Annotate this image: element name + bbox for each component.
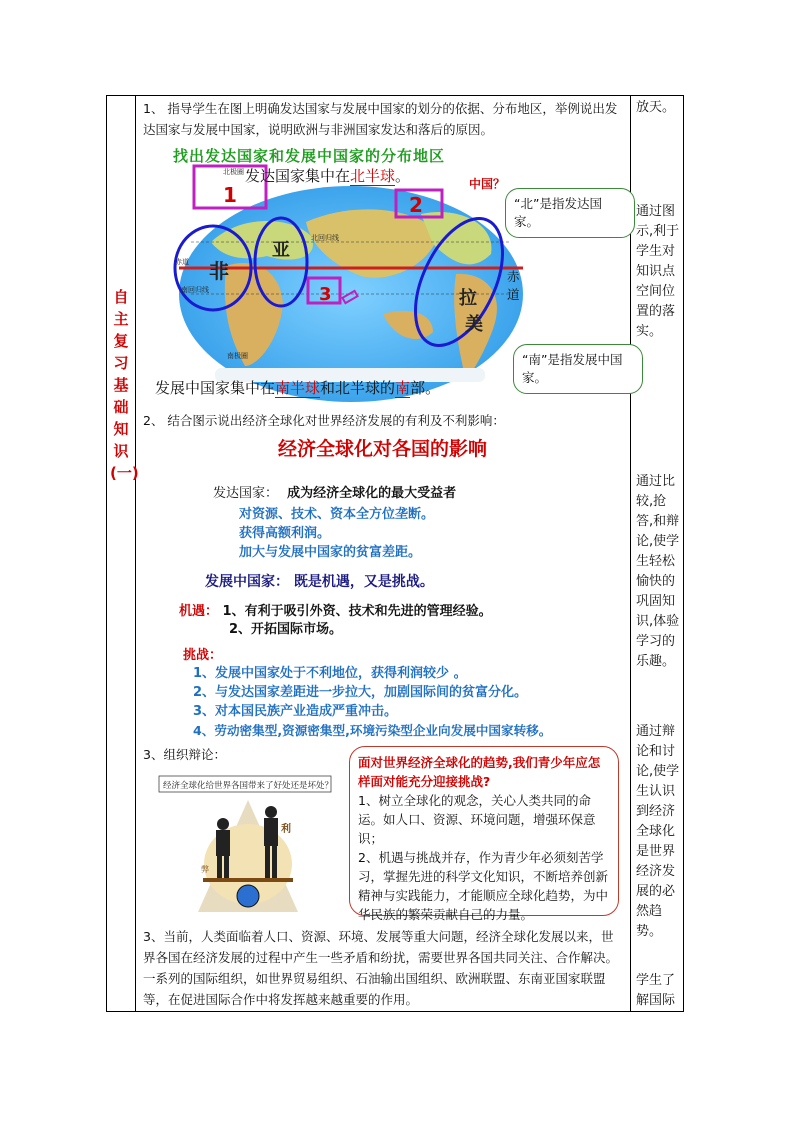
map-title: 找出发达国家和发展中国家的分布地区 bbox=[173, 147, 446, 165]
developed-line: 对资源、技术、资本全方位垄断。 bbox=[239, 507, 435, 522]
debate-box-line: 2、机遇与挑战并存，作为青少年必须刻苦学习，掌握先进的科学文化知识，不断培养创新精神与实践能力，才能顺应全球化趋势，为中华民族的繁荣贡献自己的力量。 bbox=[358, 850, 609, 922]
developed-line: 获得高额利润。 bbox=[239, 526, 331, 541]
item-3-text: 3、组织辩论： bbox=[143, 747, 226, 762]
debate-box-title: 面对世界经济全球化的趋势,我们青少年应怎样面对能充分迎接挑战? bbox=[358, 755, 601, 789]
map-label-antarctic: 南极圈 bbox=[227, 352, 248, 360]
note-2: 通过图示,利于学生对知识点空间位置的落实。 bbox=[636, 204, 680, 339]
map-label-n1: 1 bbox=[223, 183, 237, 207]
map-label-ya: 亚 bbox=[272, 240, 290, 261]
item-2-text: 2、 结合图示说出经济全球化对世界经济发展的有利及不利影响： bbox=[143, 413, 505, 428]
developed-heading: 发达国家： 成为经济全球化的最大受益者 bbox=[213, 486, 457, 501]
notes-cell bbox=[630, 96, 685, 1011]
map-label-n3: 3 bbox=[319, 284, 332, 305]
callout-north: “北”是指发达国家。 bbox=[505, 188, 635, 238]
note-4: 通过辩论和讨论,使学生认识到经济全球化是世界经济发展的必然趋势。 bbox=[636, 724, 680, 939]
challenge-label: 挑战： bbox=[183, 648, 223, 663]
map-label-arctic: 北极圈 bbox=[223, 168, 244, 176]
map-china-question: 中国？ bbox=[469, 177, 506, 191]
debate-illustration bbox=[153, 772, 343, 922]
challenge-line: 2、与发达国家差距进一步拉大，加剧国际间的贫富分化。 bbox=[193, 685, 528, 700]
note-3: 通过比较,抢答,和辩论,使学生轻松愉快的巩固知识,体验学习的乐趣。 bbox=[636, 474, 680, 669]
note-1: 放天。 bbox=[636, 100, 676, 115]
item-4-text: 3、当前，人类面临着人口、资源、环境、发展等重大问题，经济全球化发展以来，世界各国在经济发展的过程中产生一些矛盾和纷扰，需要世界各国共同关注、合作解决。一系列的国际组织，如世界贸易组织、石油输出国组织、欧洲联盟、东南亚国家联盟等，在促进国际合作中将发挥越来越重要的作用。 bbox=[143, 929, 619, 1007]
section-label-cell bbox=[107, 96, 139, 1011]
lesson-table bbox=[106, 95, 684, 1012]
debate-bi-label: 弊 bbox=[201, 865, 209, 874]
item-1-text: 1、 指导学生在图上明确发达国家与发展中国家的划分的依据、分布地区，举例说出发达国家与发展中国家，说明欧洲与非洲国家发达和落后的原因。 bbox=[143, 101, 618, 137]
map-equator-right-label: 赤 道 bbox=[507, 269, 520, 302]
debate-caption: 经济全球化给世界各国带来了好处还是坏处？ bbox=[163, 781, 334, 791]
debate-li-label: 利 bbox=[281, 824, 291, 835]
opportunity-line: 2、开拓国际市场。 bbox=[229, 622, 343, 637]
impact-title: 经济全球化对各国的影响 bbox=[277, 438, 487, 460]
debate-box-line: 1、树立全球化的观念，关心人类共同的命运。如人口、资源、环境问题，增强环保意识； bbox=[358, 793, 596, 846]
map-label-equator-left: 赤道 bbox=[175, 258, 189, 266]
callout-south: “南”是指发展中国家。 bbox=[513, 344, 643, 394]
map-label-tropic-capricorn: 南回归线 bbox=[181, 286, 209, 294]
map-label-fei: 非 bbox=[209, 259, 229, 283]
note-5: 学生了解国际 bbox=[636, 973, 676, 1008]
challenge-line: 1、发展中国家处于不利地位，获得利润较少 。 bbox=[193, 666, 467, 681]
impact-panel bbox=[163, 478, 633, 743]
opportunity-block: 机遇： 1、有利于吸引外资、技术和先进的管理经验。 bbox=[179, 604, 492, 619]
section-label: 自主复习基础知识(一) bbox=[110, 288, 139, 482]
challenge-line: 3、对本国民族产业造成严重冲击。 bbox=[193, 704, 398, 719]
map-caption-north: 发达国家集中在北半球。 bbox=[245, 167, 411, 185]
map-caption-south: 发展中国家集中在南半球和北半球的南部。 bbox=[155, 379, 441, 397]
debate-answer-box bbox=[349, 746, 619, 922]
map-label-tropic-cancer: 北回归线 bbox=[311, 234, 339, 242]
developing-heading: 发展中国家： 既是机遇，又是挑战。 bbox=[205, 574, 434, 590]
main-content-cell bbox=[135, 96, 630, 1011]
developed-line: 加大与发展中国家的贫富差距。 bbox=[239, 545, 422, 560]
map-label-la: 拉 bbox=[459, 288, 477, 309]
map-label-mei: 美 bbox=[465, 314, 483, 335]
map-label-n2: 2 bbox=[409, 193, 423, 217]
challenge-line: 4、劳动密集型,资源密集型,环境污染型企业向发展中国家转移。 bbox=[193, 723, 552, 738]
